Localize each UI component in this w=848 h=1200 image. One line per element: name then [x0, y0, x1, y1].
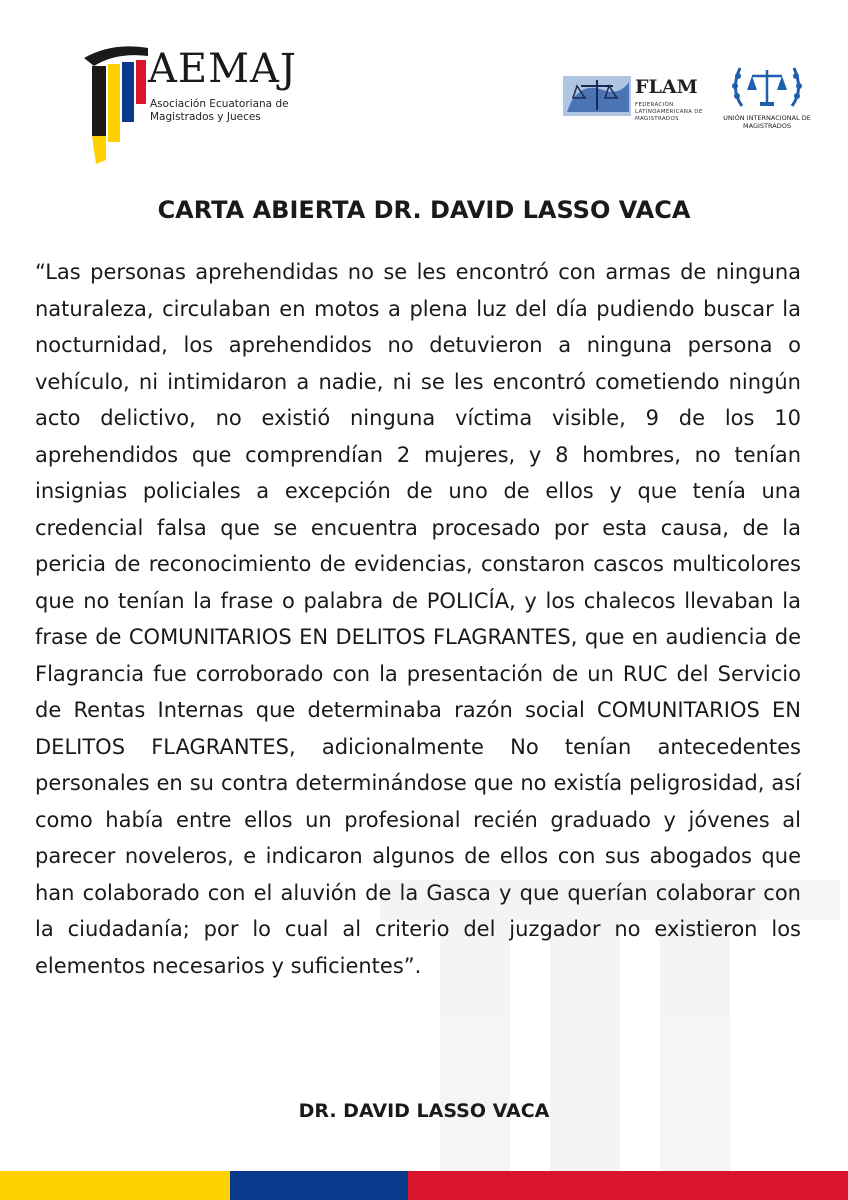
quoted-statement: “Las personas aprehendidas no se les encontró con armas de ninguna naturaleza, circulaban en motos a plena luz del día pudiendo buscar la nocturnidad, los aprehendidos no detuvieron a ninguna persona o vehículo, ni intimidaron a nadie, ni se les encontró cometiendo ningún acto delictivo, no existió ninguna víctima visible, 9 de los 10 aprehendidos que comprendían 2 mujeres, y 8 hombres, no tenían insignias policiales a excepción de uno de ellos y que tenía una credencial falsa que se encuentra procesado por esta causa, de la pericia de reconocimiento de evidencias, constaron cascos multicolores que no tenían la frase o palabra de POLICÍA, y los chalecos llevaban la frase de COMUNITARIOS EN DELITOS FLAGRANTES, que en audiencia de Flagrancia fue corroborado con la presentación de un RUC del Servicio de Rentas Internas que determinaba razón social COMUNITARIOS EN DELITOS FLAGRANTES, adicionalmente No tenían antecedentes personales en su contra determinándose que no existía peligrosidad, así como había entre ellos un profesional recién graduado y jóvenes al parecer noveleros, e indicaron algunos de ellos con sus abogados que han colaborado con el aluvión de la Gasca y que querían colaborar con la ciudadanía; por lo cual al criterio del juzgador no existieron los elementos necesarios y suficientes”. — [35, 260, 801, 978]
aemaj-full-name: Asociación Ecuatoriana de Magistrados y Jueces — [150, 98, 289, 123]
flag-stripe-blue — [230, 1171, 408, 1200]
uim-full-name: UNIÓN INTERNACIONAL DE MAGISTRADOS — [723, 114, 811, 130]
uim-emblem-icon — [722, 62, 812, 114]
aemaj-logo — [82, 40, 312, 170]
flag-stripe-red — [408, 1171, 848, 1200]
flam-acronym: FLAM — [635, 76, 698, 98]
document-title: CARTA ABIERTA DR. DAVID LASSO VACA — [157, 196, 691, 224]
flam-full-name: FEDERACIÓN LATINOAMERICANA DE MAGISTRADOS — [635, 102, 703, 122]
aemaj-emblem-icon — [82, 40, 152, 170]
uim-logo — [722, 62, 812, 152]
flam-scales-icon — [563, 72, 633, 122]
flam-logo — [563, 72, 713, 132]
signature-name: DR. DAVID LASSO VACA — [298, 1100, 550, 1122]
aemaj-acronym: AEMAJ — [148, 46, 297, 92]
flag-stripe-yellow — [0, 1171, 230, 1200]
ecuador-flag-bar — [0, 1171, 848, 1200]
